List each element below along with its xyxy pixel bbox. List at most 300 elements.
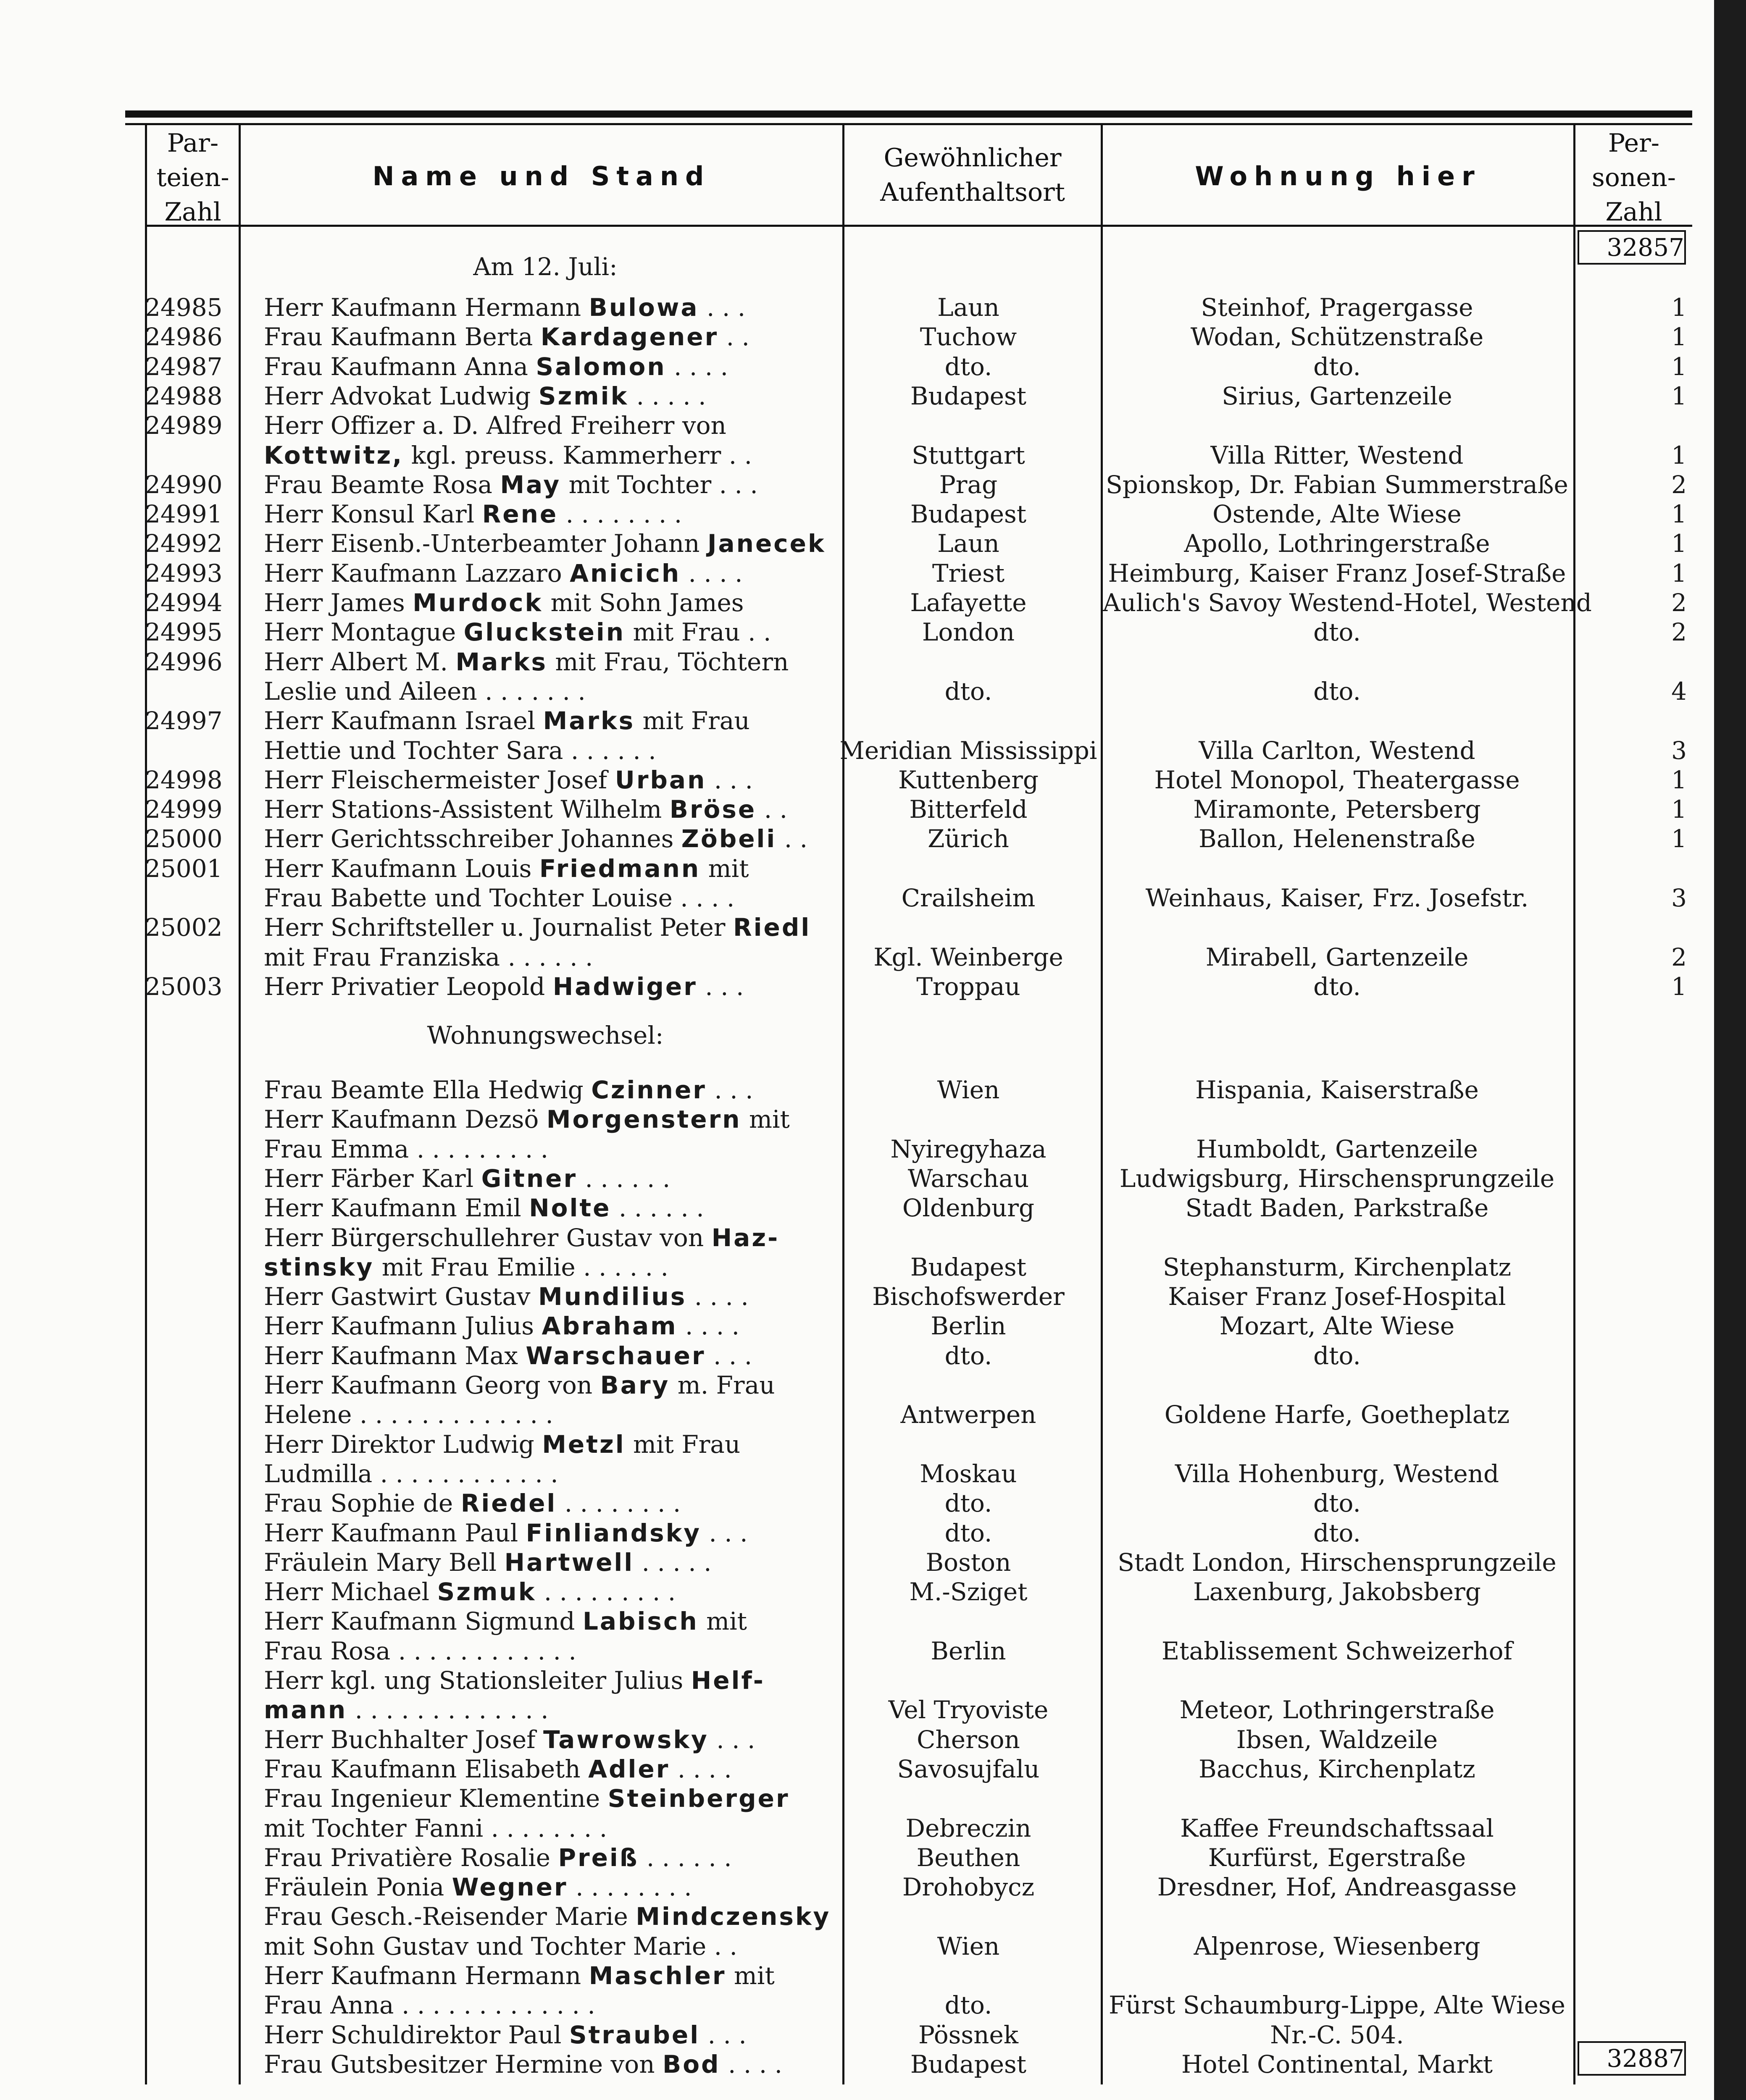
surname: Riedel xyxy=(460,1489,557,1518)
name-and-status xyxy=(264,1400,827,1429)
name-prefix: Herr Schriftsteller u. Journalist Peter xyxy=(264,913,726,942)
lodging-address: Wodan, Schützenstraße xyxy=(1190,323,1484,352)
name-and-status xyxy=(264,1370,827,1400)
table-row xyxy=(0,1134,1714,1164)
table-row xyxy=(0,1872,1714,1902)
table-row xyxy=(0,1488,1714,1518)
party-number: 24993 xyxy=(145,559,223,588)
persons-count: 2 xyxy=(1671,618,1687,647)
name-prefix: Herr Montague xyxy=(264,618,456,647)
persons-count: 1 xyxy=(1671,323,1687,352)
name-suffix: . . xyxy=(718,323,749,352)
name-suffix: mit Tochter . . . xyxy=(561,470,758,499)
table-row xyxy=(0,795,1714,824)
table-row xyxy=(0,1341,1714,1370)
surname: Wegner xyxy=(452,1873,568,1902)
usual-residence: Budapest xyxy=(910,381,1027,410)
name-and-status xyxy=(264,824,827,853)
name-and-status xyxy=(264,441,827,470)
surname: Helf- xyxy=(691,1666,765,1695)
party-number: 24996 xyxy=(145,647,223,676)
table-row xyxy=(0,1725,1714,1754)
name-suffix: . . . . . . . . . . . . xyxy=(390,1636,576,1665)
lodging-address: Apollo, Lothringerstraße xyxy=(1184,529,1490,558)
usual-residence: Oldenburg xyxy=(902,1194,1035,1223)
name-and-status xyxy=(264,1282,827,1311)
name-and-status xyxy=(264,1872,827,1902)
name-and-status xyxy=(264,293,827,322)
lodging-address: Villa Hohenburg, Westend xyxy=(1175,1459,1499,1488)
usual-residence: dto. xyxy=(944,1518,992,1547)
name-and-status xyxy=(264,854,827,883)
name-suffix: . . xyxy=(706,1932,737,1961)
usual-residence: Laun xyxy=(937,529,999,558)
usual-residence: Budapest xyxy=(910,2050,1027,2079)
name-and-status xyxy=(264,795,827,824)
surname: Anicich xyxy=(570,559,681,588)
table-row xyxy=(0,1282,1714,1311)
page-edge xyxy=(1714,0,1746,2100)
name-prefix: Herr Kaufmann Paul xyxy=(264,1518,518,1547)
usual-residence: Boston xyxy=(926,1548,1011,1577)
name-and-status xyxy=(264,1932,827,1961)
table-row xyxy=(0,588,1714,617)
table-row xyxy=(0,293,1714,322)
name-prefix: Herr Privatier Leopold xyxy=(264,972,545,1001)
name-suffix: . . . xyxy=(700,2020,747,2049)
usual-residence: Nyiregyhaza xyxy=(890,1134,1047,1163)
party-number: 24999 xyxy=(145,795,223,824)
header-persons: Per- sonen- Zahl xyxy=(1592,129,1676,227)
name-prefix: Fräulein Mary Bell xyxy=(264,1548,497,1577)
name-prefix: Herr Kaufmann Hermann xyxy=(264,293,581,322)
lodging-address: Villa Ritter, Westend xyxy=(1210,441,1464,470)
party-number: 24991 xyxy=(145,500,223,529)
name-and-status xyxy=(264,1961,827,1990)
persons-count: 1 xyxy=(1671,824,1687,853)
table-row xyxy=(0,1932,1714,1961)
surname: Warschauer xyxy=(526,1341,706,1370)
name-and-status xyxy=(264,765,827,795)
lodging-address: Miramonte, Petersberg xyxy=(1193,795,1481,824)
name-prefix: Leslie und Aileen xyxy=(264,677,477,706)
surname: Marks xyxy=(455,647,547,676)
name-suffix: mit Frau, Töchtern xyxy=(547,647,789,676)
name-and-status xyxy=(264,736,827,765)
lodging-address: Weinhaus, Kaiser, Frz. Josefstr. xyxy=(1145,884,1529,912)
name-prefix: Frau Anna xyxy=(264,1991,394,2020)
name-prefix: Herr Kaufmann Lazzaro xyxy=(264,559,562,588)
persons-count: 1 xyxy=(1671,381,1687,410)
table-row xyxy=(0,677,1714,706)
name-prefix: mit Frau Franziska xyxy=(264,942,500,971)
table-row xyxy=(0,706,1714,735)
surname: Gitner xyxy=(481,1164,578,1193)
usual-residence: Wien xyxy=(937,1076,1000,1104)
surname: Szmuk xyxy=(437,1578,536,1606)
usual-residence: M.-Sziget xyxy=(909,1578,1028,1606)
name-suffix: mit xyxy=(700,854,749,883)
table-row xyxy=(0,322,1714,352)
name-and-status xyxy=(264,1784,827,1813)
surname: mann xyxy=(264,1696,347,1725)
table-top-rule xyxy=(125,110,1692,118)
lodging-address: Sirius, Gartenzeile xyxy=(1222,381,1452,410)
table-row xyxy=(0,470,1714,499)
header-name-stand: Name und Stand xyxy=(372,161,711,192)
name-suffix: m. Frau xyxy=(670,1371,775,1399)
name-suffix: . . . xyxy=(699,293,746,322)
table-row xyxy=(0,1636,1714,1666)
name-suffix: . . . xyxy=(697,972,744,1001)
lodging-address: Mozart, Alte Wiese xyxy=(1219,1312,1455,1341)
name-and-status xyxy=(264,883,827,913)
persons-count: 1 xyxy=(1671,765,1687,794)
table-row xyxy=(0,972,1714,1001)
name-and-status xyxy=(264,470,827,499)
lodging-address: dto. xyxy=(1313,618,1361,647)
table-row xyxy=(0,913,1714,942)
table-row xyxy=(0,1400,1714,1429)
surname: Morgenstern xyxy=(546,1105,742,1134)
name-prefix: Frau Kaufmann Anna xyxy=(264,352,528,381)
usual-residence: Drohobycz xyxy=(902,1873,1035,1902)
name-prefix: Ludmilla xyxy=(264,1459,373,1488)
usual-residence: Wien xyxy=(937,1932,1000,1961)
name-and-status xyxy=(264,617,827,647)
name-suffix: . . . . . xyxy=(628,381,706,410)
table-row xyxy=(0,1252,1714,1282)
name-prefix: Herr Färber Karl xyxy=(264,1164,474,1193)
table-row xyxy=(0,2050,1714,2079)
lodging-address: Alpenrose, Wiesenberg xyxy=(1194,1932,1480,1961)
usual-residence: Savosujfalu xyxy=(897,1754,1040,1783)
name-prefix: Herr Schuldirektor Paul xyxy=(264,2020,562,2049)
persons-count: 2 xyxy=(1671,588,1687,617)
table-row xyxy=(0,942,1714,972)
name-suffix: . . . . xyxy=(672,884,735,912)
name-and-status xyxy=(264,1518,827,1548)
name-suffix: mit Frau xyxy=(635,706,750,735)
lodging-address: Bacchus, Kirchenplatz xyxy=(1199,1754,1475,1783)
table-row xyxy=(0,381,1714,411)
section-date: Am 12. Juli: xyxy=(473,252,618,281)
usual-residence: Moskau xyxy=(920,1459,1017,1488)
section-date-row xyxy=(0,252,1714,281)
name-suffix: . . . . . . . . xyxy=(557,1489,681,1518)
name-suffix: . . . . . . . . xyxy=(558,500,682,529)
name-prefix: Herr Kaufmann Dezsö xyxy=(264,1105,539,1134)
surname: Rene xyxy=(482,500,558,529)
surname: Kardagener xyxy=(540,323,719,352)
section-change-row xyxy=(0,1021,1714,1050)
surname: Labisch xyxy=(582,1607,699,1636)
surname: Straubel xyxy=(569,2020,700,2049)
lodging-address: dto. xyxy=(1313,972,1361,1001)
name-suffix: mit Frau Emilie . . . . . . xyxy=(374,1252,668,1281)
party-number: 24985 xyxy=(145,293,223,322)
table-row xyxy=(0,1606,1714,1636)
name-and-status xyxy=(264,1636,827,1666)
name-and-status xyxy=(264,1902,831,1931)
name-and-status xyxy=(264,1341,827,1370)
name-suffix: . . xyxy=(776,824,808,853)
lodging-address: Villa Carlton, Westend xyxy=(1199,736,1475,765)
surname: Abraham xyxy=(542,1312,678,1341)
name-prefix: Herr Offizer a. D. Alfred Freiherr von xyxy=(264,411,726,440)
usual-residence: dto. xyxy=(944,1341,992,1370)
name-prefix: Herr Kaufmann Max xyxy=(264,1341,518,1370)
lodging-address: Ludwigsburg, Hirschensprungzeile xyxy=(1119,1164,1555,1193)
surname: Bulowa xyxy=(589,293,699,322)
surname: Salomon xyxy=(536,352,666,381)
name-suffix: mit Sohn James xyxy=(543,588,744,617)
name-and-status xyxy=(264,2020,827,2050)
name-prefix: Herr Kaufmann Israel xyxy=(264,706,536,735)
table-row xyxy=(0,1311,1714,1341)
usual-residence: dto. xyxy=(944,1489,992,1518)
usual-residence: Stuttgart xyxy=(912,441,1025,470)
table-row xyxy=(0,617,1714,647)
usual-residence: Debreczin xyxy=(905,1814,1031,1843)
name-suffix: mit xyxy=(726,1961,775,1990)
table-row xyxy=(0,1548,1714,1577)
table-row xyxy=(0,883,1714,913)
surname: Mindczensky xyxy=(636,1902,831,1931)
name-suffix: . . . . . . . . xyxy=(568,1873,692,1902)
persons-count: 1 xyxy=(1671,559,1687,588)
name-prefix: Fräulein Ponia xyxy=(264,1873,444,1902)
surname: May xyxy=(500,470,561,499)
name-and-status xyxy=(264,1606,827,1636)
name-prefix: Herr Buchhalter Josef xyxy=(264,1725,536,1754)
name-prefix: Herr Kaufmann Hermann xyxy=(264,1961,581,1990)
name-suffix: . . . . xyxy=(686,1282,749,1311)
name-and-status xyxy=(264,1311,827,1341)
party-number: 24987 xyxy=(145,352,223,381)
name-and-status xyxy=(264,942,827,972)
lodging-address: Spionskop, Dr. Fabian Summerstraße xyxy=(1106,470,1568,499)
table-row xyxy=(0,1754,1714,1784)
name-and-status xyxy=(264,1990,827,2020)
persons-count: 2 xyxy=(1671,470,1687,499)
name-prefix: Herr Stations-Assistent Wilhelm xyxy=(264,795,662,824)
name-prefix: Herr Kaufmann Emil xyxy=(264,1194,521,1223)
party-number: 24990 xyxy=(145,470,223,499)
lodging-address: Kurfürst, Egerstraße xyxy=(1208,1843,1466,1872)
surname: Bod xyxy=(663,2050,720,2079)
name-suffix: . . . . . . . . . . . . xyxy=(372,1459,558,1488)
table-row xyxy=(0,1784,1714,1813)
name-suffix: . . . xyxy=(708,1725,755,1754)
usual-residence: Crailsheim xyxy=(901,884,1036,912)
name-suffix: . . . . . . . . . xyxy=(536,1578,676,1606)
party-number: 24989 xyxy=(145,411,223,440)
usual-residence: Beuthen xyxy=(916,1843,1020,1872)
table-row xyxy=(0,499,1714,529)
name-prefix: Herr Konsul Karl xyxy=(264,500,475,529)
table-row xyxy=(0,1961,1714,1990)
table-row xyxy=(0,736,1714,765)
lodging-address: Laxenburg, Jakobsberg xyxy=(1193,1578,1481,1606)
name-prefix: Herr Michael xyxy=(264,1578,430,1606)
table-row xyxy=(0,411,1714,440)
name-suffix: . . . . . . . xyxy=(477,677,586,706)
usual-residence: Berlin xyxy=(931,1636,1006,1665)
surname: Czinner xyxy=(591,1076,707,1104)
name-suffix: . . . xyxy=(705,1341,752,1370)
party-number: 24998 xyxy=(145,765,223,794)
table-row xyxy=(0,529,1714,558)
lodging-address: Hotel Continental, Markt xyxy=(1181,2050,1493,2079)
name-suffix: . . . . . . . . . . . . . xyxy=(394,1991,595,2020)
name-prefix: Frau Beamte Rosa xyxy=(264,470,492,499)
surname: stinsky xyxy=(264,1252,374,1281)
table-row xyxy=(0,1695,1714,1725)
lodging-address: dto. xyxy=(1313,352,1361,381)
table-row xyxy=(0,441,1714,470)
name-suffix: . . . . . . . . . . . . . xyxy=(347,1696,549,1725)
name-and-status xyxy=(264,559,827,588)
party-number: 25000 xyxy=(145,824,223,853)
persons-count: 3 xyxy=(1671,884,1687,912)
usual-residence: Bischofswerder xyxy=(872,1282,1065,1311)
lodging-address: Stadt Baden, Parkstraße xyxy=(1185,1194,1489,1223)
table-row xyxy=(0,1459,1714,1488)
lodging-address: Dresdner, Hof, Andreasgasse xyxy=(1157,1873,1517,1902)
table-row xyxy=(0,1430,1714,1459)
name-prefix: Helene xyxy=(264,1400,352,1429)
name-prefix: Herr kgl. ung Stationsleiter Julius xyxy=(264,1666,684,1695)
usual-residence: Kuttenberg xyxy=(898,765,1039,794)
table-top-rule-thin xyxy=(125,123,1692,125)
persons-count: 4 xyxy=(1671,677,1687,706)
table-row xyxy=(0,765,1714,795)
table-row xyxy=(0,1843,1714,1872)
name-suffix: mit Frau xyxy=(625,1430,741,1459)
persons-count: 1 xyxy=(1671,352,1687,381)
surname: Mundilius xyxy=(538,1282,687,1311)
usual-residence: Meridian Mississippi xyxy=(839,736,1097,765)
table-row xyxy=(0,824,1714,853)
name-prefix: Frau Gutsbesitzer Hermine von xyxy=(264,2050,655,2079)
name-suffix: . . . . . . . . . xyxy=(409,1134,549,1163)
name-and-status xyxy=(264,1430,827,1459)
lodging-address: Nr.-C. 504. xyxy=(1270,2020,1404,2049)
persons-count: 1 xyxy=(1671,500,1687,529)
name-suffix: . . xyxy=(756,795,788,824)
name-and-status xyxy=(264,1488,827,1518)
usual-residence: Vel Tryoviste xyxy=(888,1696,1049,1725)
lodging-address: Mirabell, Gartenzeile xyxy=(1205,942,1469,971)
name-and-status xyxy=(264,706,827,735)
name-and-status xyxy=(264,1814,827,1843)
usual-residence: Warschau xyxy=(907,1164,1029,1193)
table-row xyxy=(0,1518,1714,1548)
name-prefix: Herr Kaufmann Louis xyxy=(264,854,532,883)
surname: Bröse xyxy=(669,795,757,824)
usual-residence: Budapest xyxy=(910,1252,1027,1281)
surname: Szmik xyxy=(538,381,629,410)
usual-residence: Bitterfeld xyxy=(909,795,1028,824)
table-row xyxy=(0,1075,1714,1105)
lodging-address: dto. xyxy=(1313,1518,1361,1547)
name-prefix: Frau Babette und Tochter Louise xyxy=(264,884,673,912)
surname: Haz- xyxy=(711,1223,780,1252)
name-suffix: mit xyxy=(741,1105,790,1134)
usual-residence: Prag xyxy=(939,470,998,499)
name-and-status xyxy=(264,1252,827,1282)
persons-count: 1 xyxy=(1671,972,1687,1001)
name-prefix: Frau Gesch.-Reisender Marie xyxy=(264,1902,628,1931)
table-row xyxy=(0,1577,1714,1606)
name-prefix: Frau Kaufmann Berta xyxy=(264,323,533,352)
lodging-address: Goldene Harfe, Goetheplatz xyxy=(1164,1400,1510,1429)
party-number: 24994 xyxy=(145,588,223,617)
name-and-status xyxy=(264,1843,827,1872)
persons-count: 1 xyxy=(1671,795,1687,824)
name-suffix: . . . . . . . . xyxy=(483,1814,607,1843)
name-and-status xyxy=(264,411,827,440)
name-and-status xyxy=(264,499,827,529)
name-and-status xyxy=(264,1193,827,1223)
usual-residence: Laun xyxy=(937,293,999,322)
surname: Riedl xyxy=(733,913,811,942)
name-prefix: Herr Gastwirt Gustav xyxy=(264,1282,531,1311)
surname: Adler xyxy=(588,1754,670,1783)
name-and-status xyxy=(264,1725,827,1754)
lodging-address: Steinhof, Pragergasse xyxy=(1201,293,1473,322)
surname: Steinberger xyxy=(607,1784,790,1813)
surname: Hadwiger xyxy=(552,972,697,1001)
name-suffix: . . . . . xyxy=(634,1548,712,1577)
lodging-address: Ibsen, Waldzeile xyxy=(1236,1725,1438,1754)
name-prefix: Herr Gerichtsschreiber Johannes xyxy=(264,824,674,853)
table-row xyxy=(0,1370,1714,1400)
name-suffix: . . . . . . xyxy=(577,1164,671,1193)
name-suffix: . . . . . . . . . . . . . xyxy=(352,1400,553,1429)
name-suffix: . . . xyxy=(701,1518,748,1547)
usual-residence: Pössnek xyxy=(918,2020,1018,2049)
name-suffix: kgl. preuss. Kammerherr . . xyxy=(403,441,752,470)
usual-residence: Tuchow xyxy=(920,323,1017,352)
lodging-address: dto. xyxy=(1313,1489,1361,1518)
name-suffix: . . . . . . xyxy=(500,942,593,971)
name-prefix: Hettie und Tochter Sara xyxy=(264,736,563,765)
party-number: 24992 xyxy=(145,529,223,558)
surname: Urban xyxy=(615,765,707,794)
usual-residence: Lafayette xyxy=(910,588,1027,617)
name-prefix: Frau Sophie de xyxy=(264,1489,453,1518)
name-prefix: Herr Kaufmann Sigmund xyxy=(264,1607,575,1636)
table-row xyxy=(0,854,1714,883)
name-suffix: . . . . xyxy=(677,1312,740,1341)
name-prefix: Frau Privatière Rosalie xyxy=(264,1843,551,1872)
name-suffix: . . . . . . xyxy=(611,1194,704,1223)
name-and-status xyxy=(264,972,827,1001)
persons-count: 2 xyxy=(1671,942,1687,971)
party-number: 25003 xyxy=(145,972,223,1001)
surname: Nolte xyxy=(529,1194,611,1223)
lodging-address: Hispania, Kaiserstraße xyxy=(1195,1076,1479,1104)
lodging-address: Heimburg, Kaiser Franz Josef-Straße xyxy=(1108,559,1566,588)
lodging-address: Hotel Monopol, Theatergasse xyxy=(1154,765,1520,794)
persons-count: 1 xyxy=(1671,441,1687,470)
usual-residence: Cherson xyxy=(917,1725,1020,1754)
header-bottom-rule xyxy=(145,225,1692,227)
name-prefix: mit Tochter Fanni xyxy=(264,1814,484,1843)
table-row xyxy=(0,1193,1714,1223)
